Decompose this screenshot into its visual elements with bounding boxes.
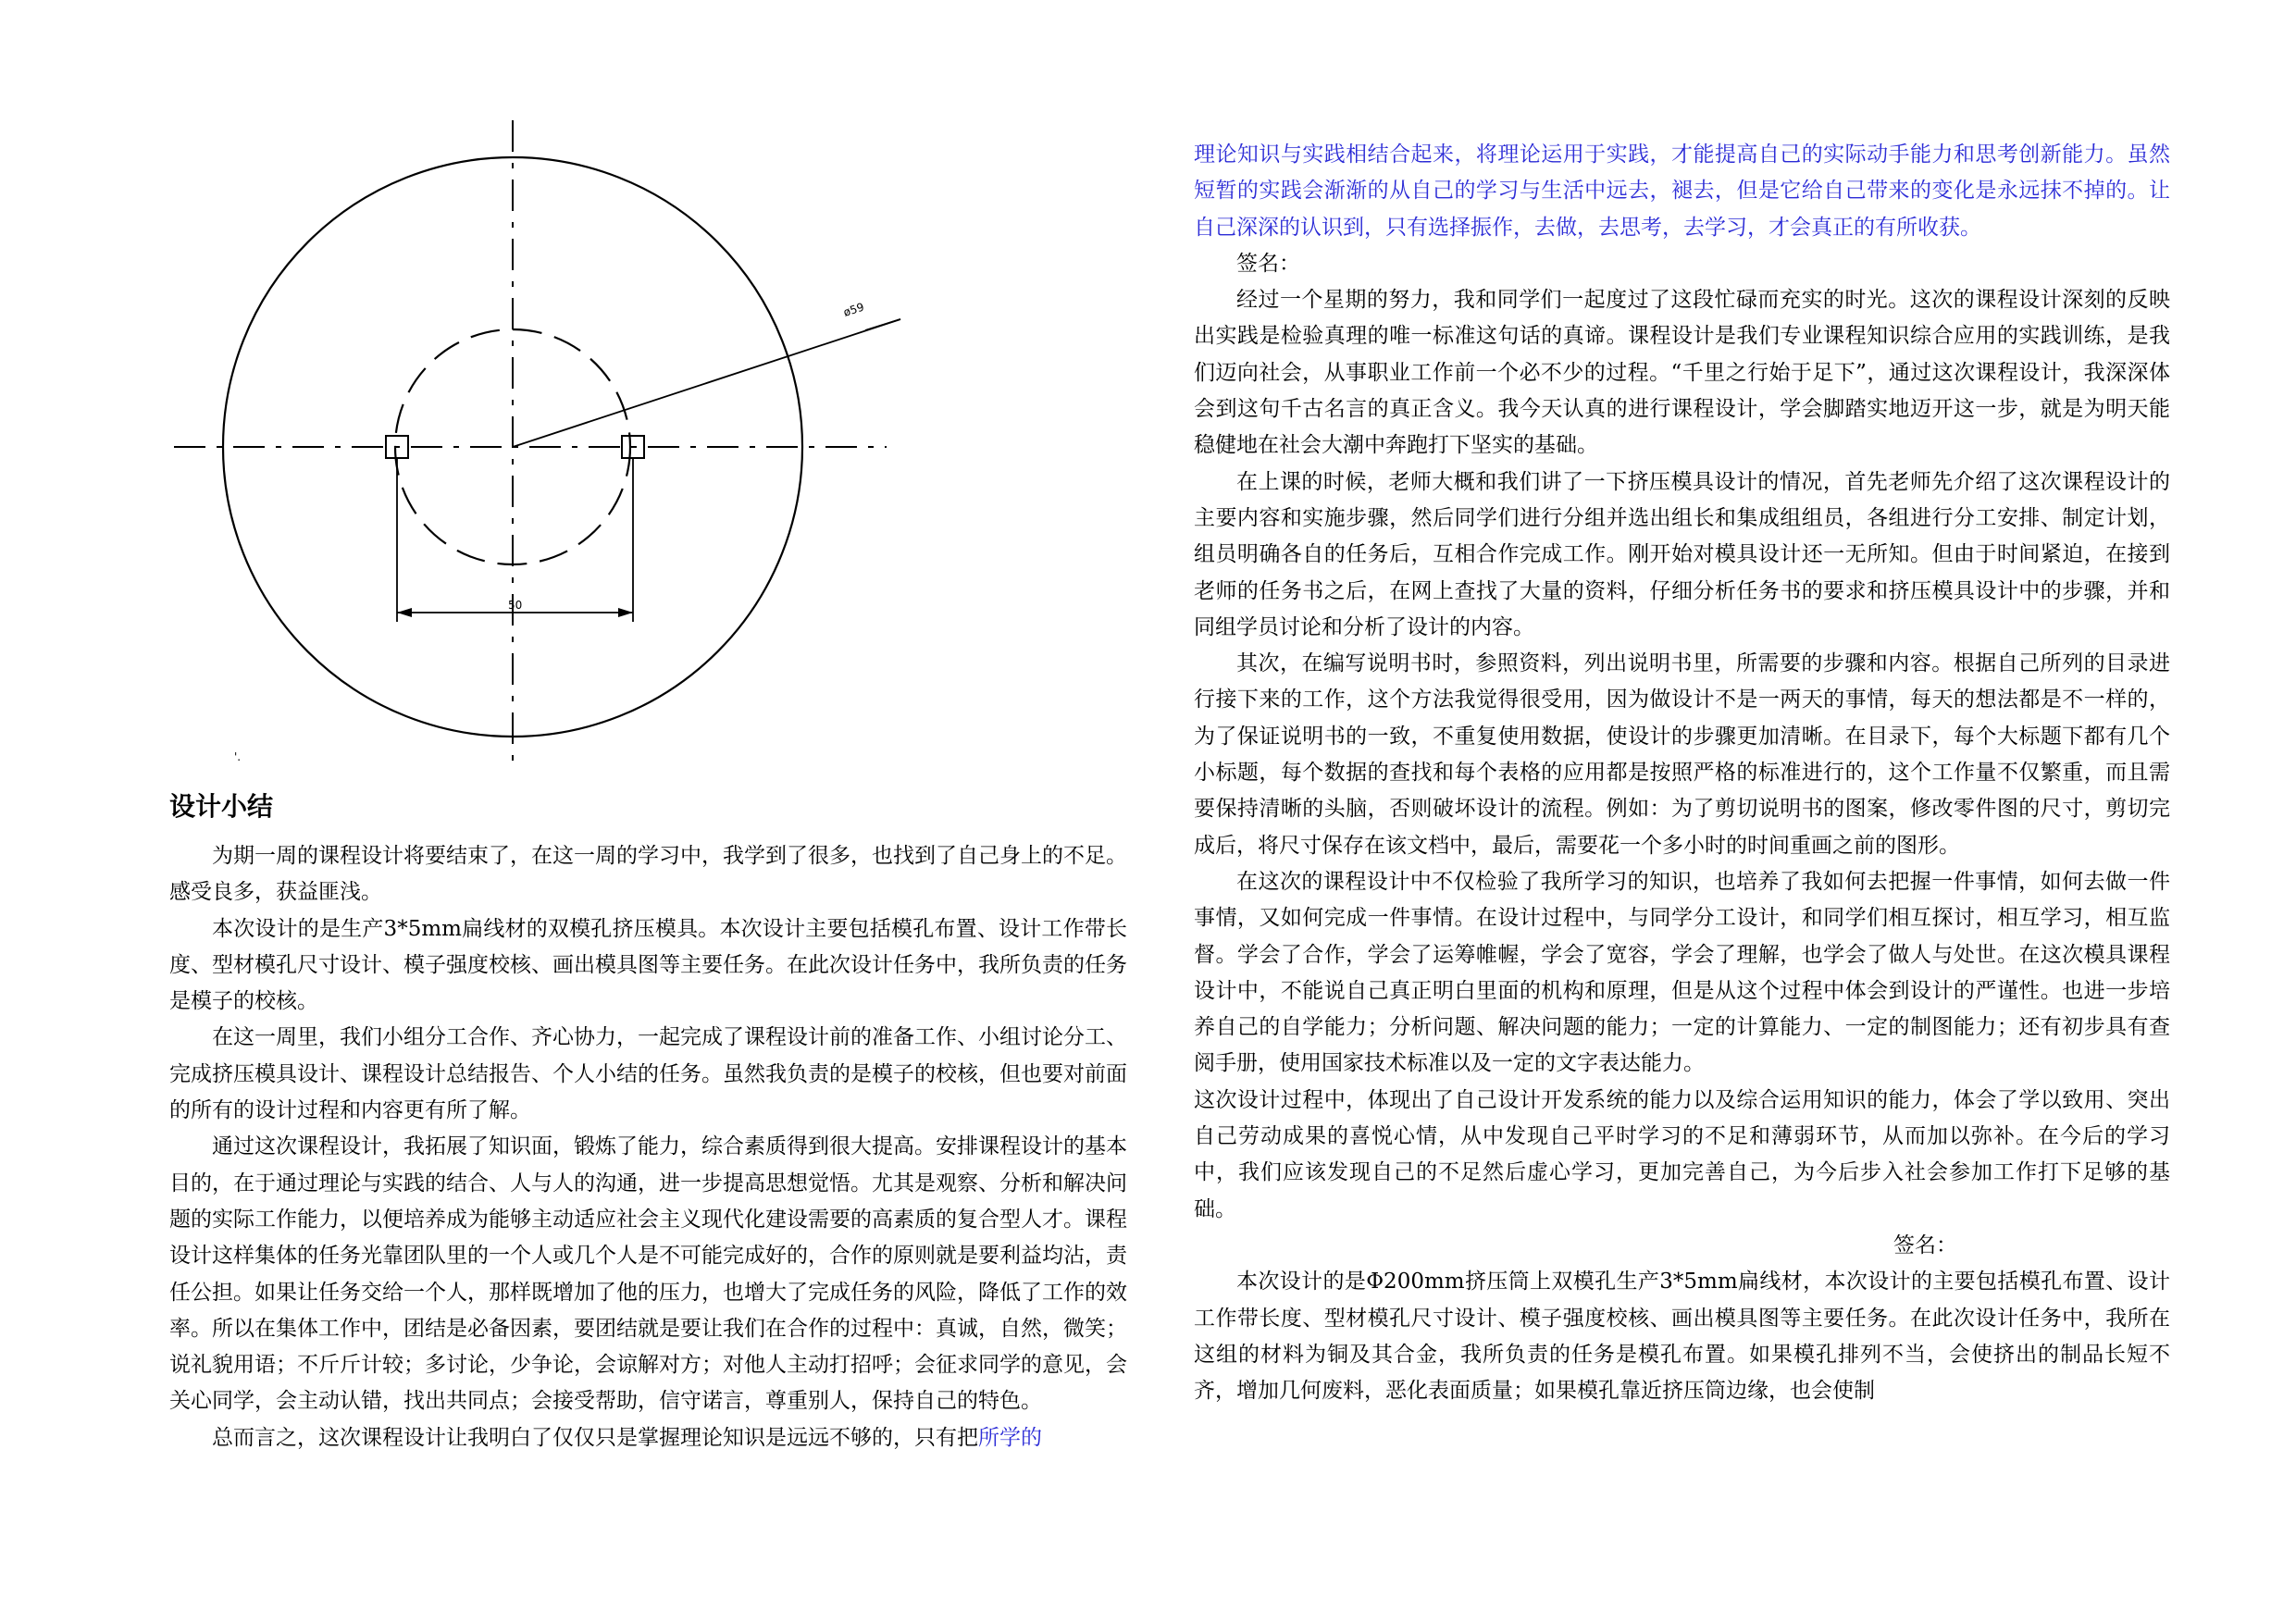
- radius-label: ø59: [841, 300, 866, 319]
- radius-leader-line: [513, 319, 900, 447]
- signature-line: 签名：: [1893, 1233, 1957, 1258]
- left-text-block: [169, 838, 1127, 1456]
- paragraph: 为期一周的课程设计将要结束了，在这一周的学习中，我学到了很多，也找到了自己身上的不足。感受良多，获益匪浅。: [169, 844, 1127, 905]
- paragraph: 在这一周里，我们小组分工合作、齐心协力，一起完成了课程设计前的准备工作、小组讨论分工、完成挤压模具设计、课程设计总结报告、个人小结的任务。虽然我负责的是模子的校核，但也要对前面的所有的设计过程和内容更有所了解。: [169, 1025, 1127, 1123]
- paragraph: 本次设计的是Φ200mm挤压筒上双模孔生产3*5mm扁线材，本次设计的主要包括模孔布置、设计工作带长度、型材模孔尺寸设计、模子强度校核、画出模具图等主要任务。在此次设计任务中，我所在这组的材料为铜及其合金，我所负责的任务是模孔布置。如果模孔排列不当，会使挤出的制品长短不齐，增加几何废料，恶化表面质量；如果模孔靠近挤压筒边缘，也会使制: [1194, 1270, 2170, 1404]
- paragraph: 这次设计过程中，体现出了自己设计开发系统的能力以及综合运用知识的能力，体会了学以致用、突出自己劳动成果的喜悦心情，从中发现自己平时学习的不足和薄弱环节，从而加以弥补。在今后的学习中，我们应该发现自己的不足然后虚心学习，更加完善自己，为今后步入社会参加工作打下足够的基础。: [1194, 1087, 2170, 1221]
- paragraph: 经过一个星期的努力，我和同学们一起度过了这段忙碌而充实的时光。这次的课程设计深刻的反映出实践是检验真理的唯一标准这句话的真谛。课程设计是我们专业课程知识综合应用的实践训练，是我们迈向社会，从事职业工作前一个必不少的过程。“千里之行始于足下”，通过这次课程设计，我深深体会到这句千古名言的真正含义。我今天认真的进行课程设计，学会脚踏实地迈开这一步，就是为明天能稳健地在社会大潮中奔跑打下坚实的基础。: [1194, 288, 2170, 458]
- paragraph: 本次设计的是生产3*5mm扁线材的双模孔挤压模具。本次设计主要包括模孔布置、设计工作带长度、型材模孔尺寸设计、模子强度校核、画出模具图等主要任务。在此次设计任务中，我所负责的任务是模子的校核。: [169, 916, 1127, 1014]
- highlighted-text: 所学的: [978, 1425, 1042, 1450]
- left-column: [169, 0, 1127, 1623]
- signature-line: 签名：: [1236, 251, 1300, 276]
- highlighted-paragraph: 理论知识与实践相结合起来，将理论运用于实践，才能提高自己的实际动手能力和思考创新能力。虽然短暂的实践会渐渐的从自己的学习与生活中远去，褪去，但是它给自己带来的变化是永远抹不掉的。让自己深深的认识到，只有选择振作，去做，去思考，去学习，才会真正的有所收获。: [1194, 142, 2170, 240]
- die-hole-layout-drawing: [169, 0, 910, 777]
- section-heading: 设计小结: [169, 791, 274, 822]
- right-column: [1194, 0, 2170, 1623]
- paragraph: 在上课的时候，老师大概和我们讲了一下挤压模具设计的情况，首先老师先介绍了这次课程设计的主要内容和实施步骤，然后同学们进行分组并选出组长和集成组组员，各组进行分工安排、制定计划，组员明确各自的任务后，互相合作完成工作。刚开始对模具设计还一无所知。但由于时间紧迫，在接到老师的任务书之后，在网上查找了大量的资料，仔细分析任务书的要求和挤压模具设计中的步骤，并和同组学员讨论和分析了设计的内容。: [1194, 469, 2170, 639]
- paragraph: 通过这次课程设计，我拓展了知识面，锻炼了能力，综合素质得到很大提高。安排课程设计的基本目的，在于通过理论与实践的结合、人与人的沟通，进一步提高思想觉悟。尤其是观察、分析和解决问题的实际工作能力，以便培养成为能够主动适应社会主义现代化建设需要的高素质的复合型人才。课程设计这样集体的任务光靠团队里的一个人或几个人是不可能完成好的，合作的原则就是要利益均沾，责任公担。如果让任务交给一个人，那样既增加了他的压力，也增大了完成任务的风险，降低了工作的效率。所以在集体工作中，团结是必备因素，要团结就是要让我们在合作的过程中：真诚，自然，微笑；说礼貌用语；不斤斤计较；多讨论，少争论，会谅解对方；对他人主动打招呼；会征求同学的意见，会关心同学，会主动认错，找出共同点；会接受帮助，信守诺言，尊重别人，保持自己的特色。: [169, 1134, 1127, 1414]
- right-text-block: [1194, 137, 2170, 1409]
- width-dimension-label: 50: [508, 599, 523, 612]
- paragraph: 其次，在编写说明书时，参照资料，列出说明书里，所需要的步骤和内容。根据自己所列的目录进行接下来的工作，这个方法我觉得很受用，因为做设计不是一两天的事情，每天的想法都是不一样的，为了保证说明书的一致，不重复使用数据，使设计的步骤更加清晰。在目录下，每个大标题下都有几个小标题，每个数据的查找和每个表格的应用都是按照严格的标准进行的，这个工作量不仅繁重，而且需要保持清晰的头脑，否则破坏设计的流程。例如：为了剪切说明书的图案，修改零件图的尺寸，剪切完成后，将尺寸保存在该文档中，最后，需要花一个多小时的时间重画之前的图形。: [1194, 651, 2170, 858]
- paragraph: [169, 1420, 1127, 1456]
- paragraph-text: 总而言之，这次课程设计让我明白了仅仅只是掌握理论知识是远远不够的，只有把: [212, 1425, 978, 1450]
- svg-text:'.: '.: [234, 750, 242, 763]
- paragraph: 在这次的课程设计中不仅检验了我所学习的知识，也培养了我如何去把握一件事情，如何去做一件事情，又如何完成一件事情。在设计过程中，与同学分工设计，和同学们相互探讨，相互学习，相互监督。学会了合作，学会了运筹帷幄，学会了宽容，学会了理解，也学会了做人与处世。在这次模具课程设计中，不能说自己真正明白里面的机构和原理，但是从这个过程中体会到设计的严谨性。也进一步培养自己的自学能力；分析问题、解决问题的能力；一定的计算能力、一定的制图能力；还有初步具有查阅手册，使用国家技术标准以及一定的文字表达能力。: [1194, 869, 2170, 1076]
